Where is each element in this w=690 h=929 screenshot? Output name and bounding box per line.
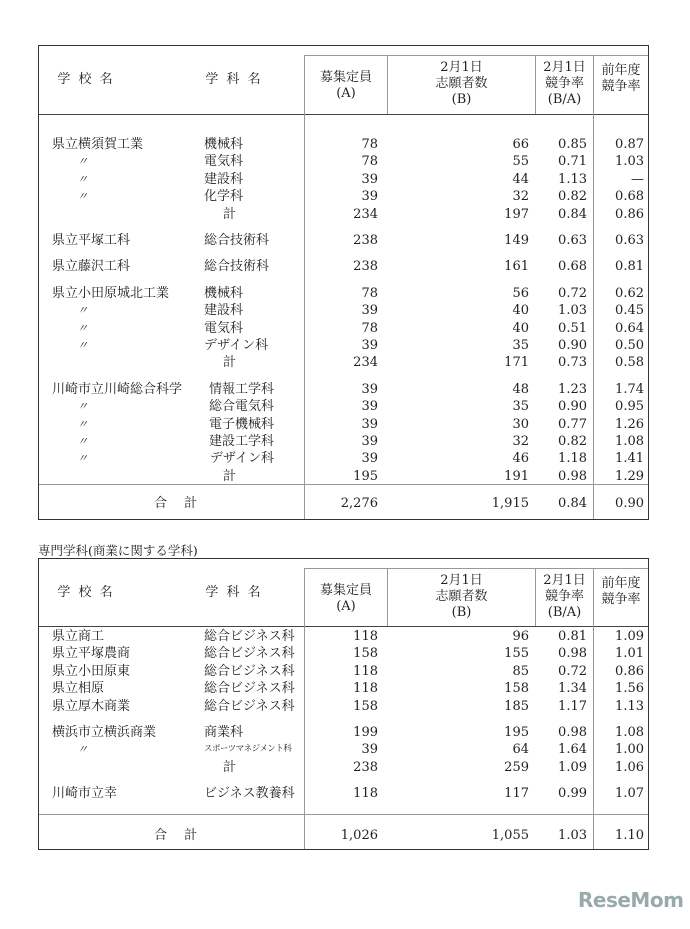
applicants-value: 149	[504, 233, 529, 248]
applicants-value: 40	[512, 303, 529, 319]
applicants-value: 158	[504, 681, 529, 697]
table-row	[39, 337, 648, 354]
ratio-value: 1.09	[558, 759, 587, 775]
commercial-schools-table	[38, 558, 649, 850]
department-name: 建設工学科	[208, 434, 274, 449]
ratio-value: 0.98	[558, 468, 587, 484]
table-row	[39, 258, 648, 275]
table-row	[39, 285, 648, 302]
total-ratio: 0.84	[558, 496, 587, 511]
department-name: 電子機械科	[208, 416, 274, 432]
table-row	[39, 663, 648, 680]
capacity-value: 39	[361, 171, 378, 187]
department-name: 化学科	[204, 189, 244, 205]
school-name: 〃	[77, 321, 88, 335]
school-name: 〃	[77, 417, 88, 431]
ratio-value: 1.13	[558, 171, 587, 187]
header-prev: 前年度	[601, 576, 641, 591]
prev-ratio-value: 0.95	[615, 399, 644, 415]
ratio-value: 0.99	[558, 786, 587, 802]
school-name: 〃	[77, 155, 88, 169]
prev-ratio-value: 0.45	[615, 303, 644, 319]
applicants-value: 191	[504, 468, 529, 484]
table-row	[39, 354, 648, 371]
total-capacity: 2,276	[340, 496, 378, 511]
grand-total-label: 合 計	[154, 496, 198, 511]
table-row	[39, 450, 648, 467]
ratio-value: 1.64	[558, 742, 587, 758]
applicants-value: 66	[512, 137, 529, 152]
department-name: 総合ビジネス科	[204, 681, 295, 697]
header-capacity: (A)	[336, 599, 356, 614]
applicants-value: 56	[512, 285, 529, 301]
table-row	[39, 645, 648, 662]
table-row	[39, 320, 648, 337]
header-capacity: 募集定員	[319, 70, 372, 85]
school-name: 川崎市立幸	[52, 786, 118, 802]
school-name: 県立小田原城北工業	[52, 285, 170, 301]
total-separator	[39, 484, 648, 485]
header-applicants: 志願者数	[435, 76, 488, 91]
capacity-value: 195	[353, 468, 378, 484]
school-name: 川崎市立川崎総合科学	[52, 381, 183, 397]
prev-ratio-value: 0.81	[615, 259, 644, 275]
ratio-value: 0.72	[558, 663, 587, 679]
department-name: 総合技術科	[204, 259, 270, 275]
header-school: 学 校 名	[57, 585, 115, 600]
department-name: 計	[223, 759, 237, 775]
header-rule	[304, 55, 648, 56]
grand-total-row	[39, 495, 648, 512]
header-rule	[304, 568, 648, 569]
table-row	[39, 433, 648, 450]
applicants-value: 161	[504, 259, 529, 275]
department-name: 計	[223, 206, 237, 222]
capacity-value: 39	[361, 434, 378, 449]
applicants-value: 259	[504, 759, 529, 775]
department-name: 機械科	[204, 137, 244, 152]
applicants-value: 197	[504, 206, 529, 222]
department-name: デザイン科	[204, 338, 269, 353]
table-row	[39, 381, 648, 398]
prev-ratio-value: 1.08	[615, 434, 644, 449]
table-header	[39, 559, 648, 627]
department-name: 総合電気科	[208, 399, 274, 415]
prev-ratio-value: 0.50	[615, 338, 644, 353]
total-prev-ratio: 1.10	[615, 828, 644, 843]
applicants-value: 32	[512, 434, 529, 449]
prev-ratio-value: 1.00	[615, 742, 644, 758]
school-name: 県立厚木商業	[52, 698, 131, 714]
table-row	[39, 785, 648, 802]
prev-ratio-value: 1.07	[615, 786, 644, 802]
header-prev: 競争率	[601, 592, 641, 607]
prev-ratio-value: 0.64	[615, 320, 644, 336]
capacity-value: 39	[361, 399, 378, 415]
table-row	[39, 698, 648, 715]
capacity-value: 118	[353, 681, 378, 697]
table-row	[39, 153, 648, 170]
ratio-value: 1.23	[558, 381, 587, 397]
ratio-value: 1.34	[558, 681, 587, 697]
header-dept: 学 科 名	[205, 585, 263, 600]
applicants-value: 46	[512, 451, 529, 467]
capacity-value: 78	[361, 154, 378, 170]
school-name: 県立平塚農商	[52, 646, 131, 662]
grand-total-label: 合 計	[154, 828, 198, 843]
school-name: 〃	[77, 743, 88, 757]
prev-ratio-value: 1.26	[615, 416, 644, 432]
department-name: 総合ビジネス科	[204, 698, 295, 714]
ratio-value: 0.85	[558, 137, 587, 152]
capacity-value: 118	[353, 663, 378, 679]
header-capacity: (A)	[336, 86, 356, 101]
header-school: 学 校 名	[57, 72, 115, 87]
ratio-value: 0.72	[558, 285, 587, 301]
table-row	[39, 171, 648, 188]
capacity-value: 39	[361, 381, 378, 397]
capacity-value: 238	[353, 259, 378, 275]
prev-ratio-value: 1.41	[615, 451, 644, 467]
table-row	[39, 416, 648, 433]
table-row	[39, 680, 648, 697]
applicants-value: 64	[512, 742, 529, 758]
table-row	[39, 741, 648, 758]
capacity-value: 234	[353, 355, 378, 371]
total-ratio: 1.03	[558, 828, 587, 843]
capacity-value: 199	[353, 725, 378, 740]
ratio-value: 0.51	[558, 320, 587, 336]
department-name: デザイン科	[209, 451, 274, 467]
header-ratio: 競争率	[544, 76, 584, 91]
ratio-value: 1.18	[558, 451, 587, 467]
capacity-value: 118	[353, 786, 378, 802]
capacity-value: 39	[361, 451, 378, 467]
ratio-value: 0.82	[558, 189, 587, 205]
capacity-value: 238	[353, 233, 378, 248]
department-name: 総合ビジネス科	[204, 663, 295, 679]
header-capacity: 募集定員	[319, 583, 372, 598]
school-name: 県立小田原東	[52, 663, 131, 679]
header-applicants: (B)	[451, 92, 472, 107]
capacity-value: 39	[361, 742, 378, 758]
resemom-logo: ReseMom	[578, 888, 684, 912]
table-row	[39, 206, 648, 223]
school-name: 県立商工	[52, 629, 105, 644]
school-name: 〃	[77, 400, 88, 414]
table-row	[39, 188, 648, 205]
total-capacity: 1,026	[340, 828, 378, 843]
applicants-value: 185	[504, 698, 529, 714]
table-row	[39, 232, 648, 249]
table-row	[39, 136, 648, 153]
capacity-value: 39	[361, 338, 378, 353]
capacity-value: 78	[361, 285, 378, 301]
capacity-value: 78	[361, 137, 378, 152]
table-header	[39, 46, 648, 115]
prev-ratio-value: 1.06	[615, 759, 644, 775]
department-name: 総合ビジネス科	[204, 646, 295, 662]
header-dept: 学 科 名	[205, 72, 263, 87]
capacity-value: 39	[361, 303, 378, 319]
prev-ratio-value: 0.68	[615, 189, 644, 205]
ratio-value: 0.90	[558, 338, 587, 353]
prev-ratio-value: —	[631, 171, 644, 187]
school-name: 〃	[77, 452, 88, 466]
department-name: 建設科	[204, 303, 244, 319]
prev-ratio-value: 1.56	[615, 681, 644, 697]
capacity-value: 158	[353, 698, 378, 714]
applicants-value: 48	[512, 381, 529, 397]
prev-ratio-value: 1.09	[615, 629, 644, 644]
department-name: 計	[223, 468, 237, 484]
prev-ratio-value: 1.29	[615, 468, 644, 484]
ratio-value: 1.17	[558, 698, 587, 714]
header-ratio: 競争率	[544, 589, 584, 604]
ratio-value: 0.82	[558, 434, 587, 449]
ratio-value: 0.90	[558, 399, 587, 415]
capacity-value: 238	[353, 759, 378, 775]
department-name: 情報工学科	[208, 381, 274, 397]
table-row	[39, 759, 648, 776]
ratio-value: 0.84	[558, 206, 587, 222]
prev-ratio-value: 0.86	[615, 206, 644, 222]
school-name: 県立藤沢工科	[52, 259, 131, 275]
ratio-value: 0.63	[558, 233, 587, 248]
capacity-value: 39	[361, 416, 378, 432]
ratio-value: 0.68	[558, 259, 587, 275]
total-applicants: 1,055	[491, 828, 529, 843]
applicants-value: 195	[504, 725, 529, 740]
applicants-value: 55	[512, 154, 529, 170]
table-row	[39, 628, 648, 645]
header-ratio: (B/A)	[547, 92, 582, 107]
table-row	[39, 724, 648, 741]
capacity-value: 118	[353, 629, 378, 644]
department-name: 総合ビジネス科	[204, 629, 295, 644]
school-name: 横浜市立横浜商業	[52, 725, 157, 740]
capacity-value: 39	[361, 189, 378, 205]
total-applicants: 1,915	[491, 496, 529, 511]
total-prev-ratio: 0.90	[615, 496, 644, 511]
department-name: 建設科	[204, 171, 244, 187]
prev-ratio-value: 0.62	[615, 285, 644, 301]
ratio-value: 0.71	[558, 154, 587, 170]
ratio-value: 0.98	[558, 646, 587, 662]
header-applicants: 志願者数	[435, 589, 488, 604]
applicants-value: 44	[512, 171, 529, 187]
department-name: 計	[223, 355, 237, 371]
table-row	[39, 398, 648, 415]
ratio-value: 0.77	[558, 416, 587, 432]
total-separator	[39, 814, 648, 815]
header-ratio: 2月1日	[543, 573, 586, 588]
prev-ratio-value: 0.87	[615, 137, 644, 152]
prev-ratio-value: 1.03	[615, 154, 644, 170]
prev-ratio-value: 0.58	[615, 355, 644, 371]
prev-ratio-value: 1.01	[615, 646, 644, 662]
applicants-value: 30	[512, 416, 529, 432]
prev-ratio-value: 1.08	[615, 725, 644, 740]
header-applicants: (B)	[451, 605, 472, 620]
department-name: 商業科	[204, 725, 244, 740]
department-name: ビジネス教養科	[204, 786, 295, 802]
department-name: 電気科	[204, 154, 244, 170]
department-name: 総合技術科	[204, 233, 270, 248]
header-ratio: 2月1日	[543, 60, 586, 75]
prev-ratio-value: 0.86	[615, 663, 644, 679]
applicants-value: 35	[512, 399, 529, 415]
capacity-value: 234	[353, 206, 378, 222]
header-applicants: 2月1日	[440, 60, 483, 75]
school-name: 〃	[77, 435, 88, 448]
prev-ratio-value: 1.74	[615, 381, 644, 397]
grand-total-row	[39, 827, 648, 844]
header-prev: 競争率	[601, 79, 641, 94]
ratio-value: 1.03	[558, 303, 587, 319]
commercial-section-caption: 専門学科(商業に関する学科)	[38, 543, 198, 558]
header-applicants: 2月1日	[440, 573, 483, 588]
header-ratio: (B/A)	[547, 605, 582, 620]
department-name: 電気科	[204, 320, 244, 336]
department-name: 機械科	[204, 285, 244, 301]
applicants-value: 85	[512, 663, 529, 679]
ratio-value: 0.81	[558, 629, 587, 644]
applicants-value: 96	[512, 629, 529, 644]
department-name: スポーツマネジメント科	[204, 744, 292, 755]
school-name: 県立横須賀工業	[52, 137, 144, 152]
school-name: 〃	[77, 172, 88, 186]
capacity-value: 158	[353, 646, 378, 662]
prev-ratio-value: 0.63	[615, 233, 644, 248]
industrial-schools-table	[38, 45, 649, 520]
header-prev: 前年度	[601, 63, 641, 78]
applicants-value: 155	[504, 646, 529, 662]
school-name: 〃	[77, 304, 88, 318]
applicants-value: 171	[504, 355, 529, 371]
ratio-value: 0.73	[558, 355, 587, 371]
school-name: 〃	[77, 190, 88, 204]
applicants-value: 32	[512, 189, 529, 205]
school-name: 県立相原	[52, 681, 105, 697]
ratio-value: 0.98	[558, 725, 587, 740]
applicants-value: 117	[504, 786, 529, 802]
school-name: 県立平塚工科	[52, 233, 131, 248]
applicants-value: 40	[512, 320, 529, 336]
applicants-value: 35	[512, 338, 529, 353]
table-row	[39, 468, 648, 485]
table-row	[39, 302, 648, 319]
prev-ratio-value: 1.13	[615, 698, 644, 714]
capacity-value: 78	[361, 320, 378, 336]
school-name: 〃	[77, 339, 88, 352]
